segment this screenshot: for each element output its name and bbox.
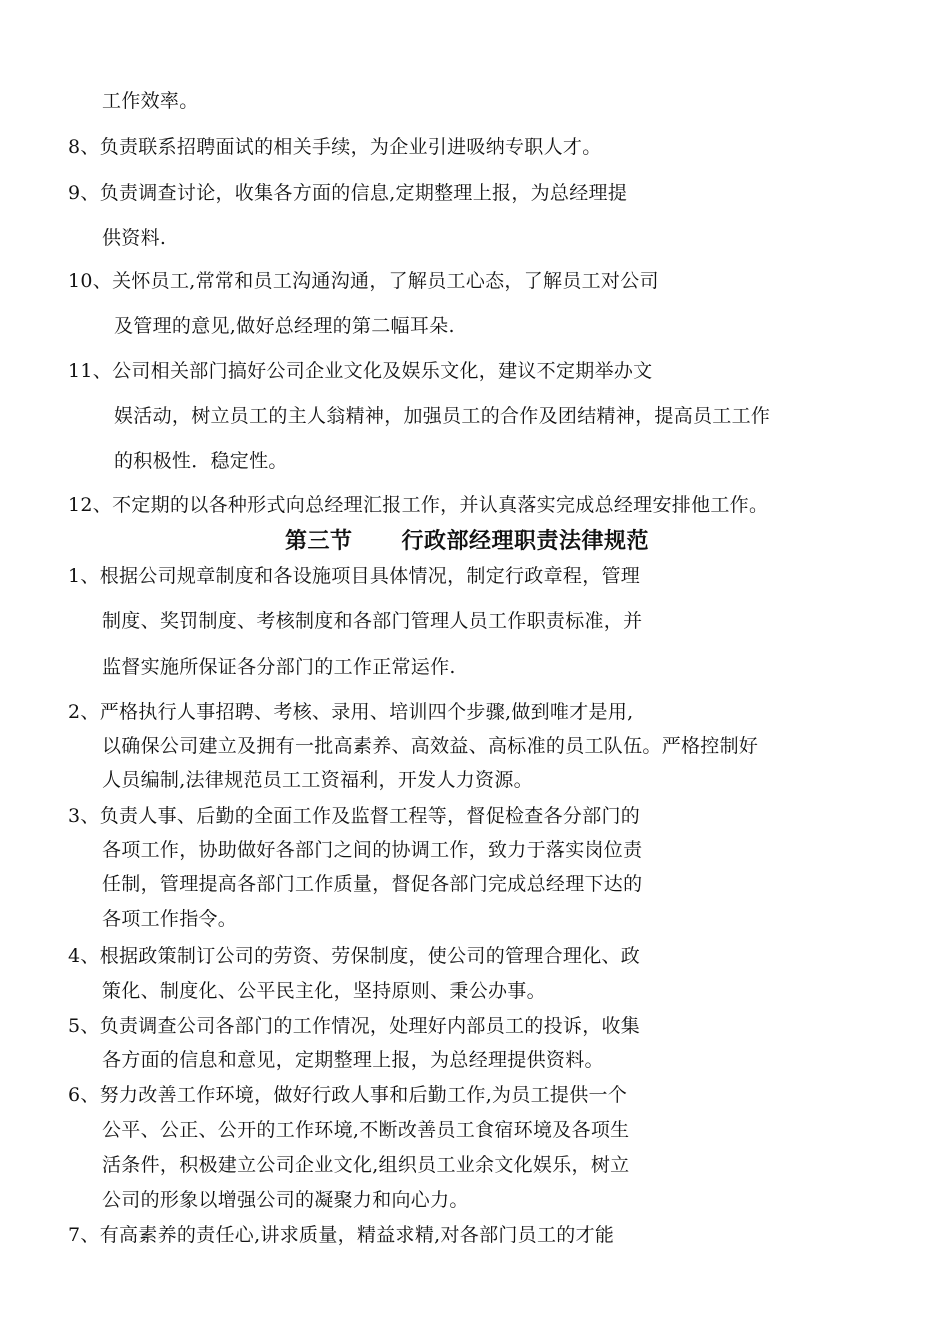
text-line: 8、负责联系招聘面试的相关手续，为企业引进吸纳专职人才。 (68, 136, 602, 158)
text-line: 策化、制度化、公平民主化，坚持原则、秉公办事。 (102, 980, 546, 1002)
text-line: 10、关怀员工,常常和员工沟通沟通，了解员工心态，了解员工对公司 (68, 270, 659, 292)
text-line: 以确保公司建立及拥有一批高素养、高效益、高标准的员工队伍。严格控制好 (102, 735, 759, 757)
text-line: 各项工作指令。 (102, 908, 238, 930)
text-line: 11、公司相关部门搞好公司企业文化及娱乐文化，建议不定期举办文 (68, 360, 653, 382)
text-line: 1、根据公司规章制度和各设施项目具体情况，制定行政章程，管理 (68, 565, 641, 587)
text-line: 各方面的信息和意见，定期整理上报，为总经理提供资料。 (102, 1049, 604, 1071)
text-line: 12、不定期的以各种形式向总经理汇报工作，并认真落实完成总经理安排他工作。 (68, 494, 769, 516)
section-title: 第三节 行政部经理职责法律规范 (285, 528, 649, 554)
text-line: 3、负责人事、后勤的全面工作及监督工程等，督促检查各分部门的 (68, 805, 641, 827)
text-line: 9、负责调查讨论，收集各方面的信息,定期整理上报，为总经理提 (68, 182, 628, 204)
text-line: 任制，管理提高各部门工作质量，督促各部门完成总经理下达的 (102, 873, 643, 895)
text-line: 4、根据政策制订公司的劳资、劳保制度，使公司的管理合理化、政 (68, 945, 641, 967)
text-line: 各项工作，协助做好各部门之间的协调工作，致力于落实岗位责 (102, 839, 643, 861)
text-line: 供资料. (102, 227, 167, 249)
text-line: 公平、公正、公开的工作环境,不断改善员工食宿环境及各项生 (102, 1119, 630, 1141)
text-line: 6、努力改善工作环境，做好行政人事和后勤工作,为员工提供一个 (68, 1084, 628, 1106)
text-line: 公司的形象以增强公司的凝聚力和向心力。 (102, 1189, 469, 1211)
text-line: 工作效率。 (102, 90, 199, 112)
text-line: 人员编制,法律规范员工工资福利，开发人力资源。 (102, 769, 533, 791)
text-line: 娱活动，树立员工的主人翁精神，加强员工的合作及团结精神，提高员工工作 (114, 405, 771, 427)
text-line: 活条件，积极建立公司企业文化,组织员工业余文化娱乐，树立 (102, 1154, 630, 1176)
text-line: 5、负责调查公司各部门的工作情况，处理好内部员工的投诉，收集 (68, 1015, 641, 1037)
text-line: 7、有高素养的责任心,讲求质量，精益求精,对各部门员工的才能 (68, 1224, 615, 1246)
text-line: 的积极性．稳定性。 (114, 450, 288, 472)
text-line: 监督实施所保证各分部门的工作正常运作. (102, 656, 456, 678)
text-line: 2、严格执行人事招聘、考核、录用、培训四个步骤,做到唯才是用, (68, 701, 634, 723)
text-line: 及管理的意见,做好总经理的第二幅耳朵. (114, 315, 455, 337)
text-line: 制度、奖罚制度、考核制度和各部门管理人员工作职责标准，并 (102, 610, 643, 632)
